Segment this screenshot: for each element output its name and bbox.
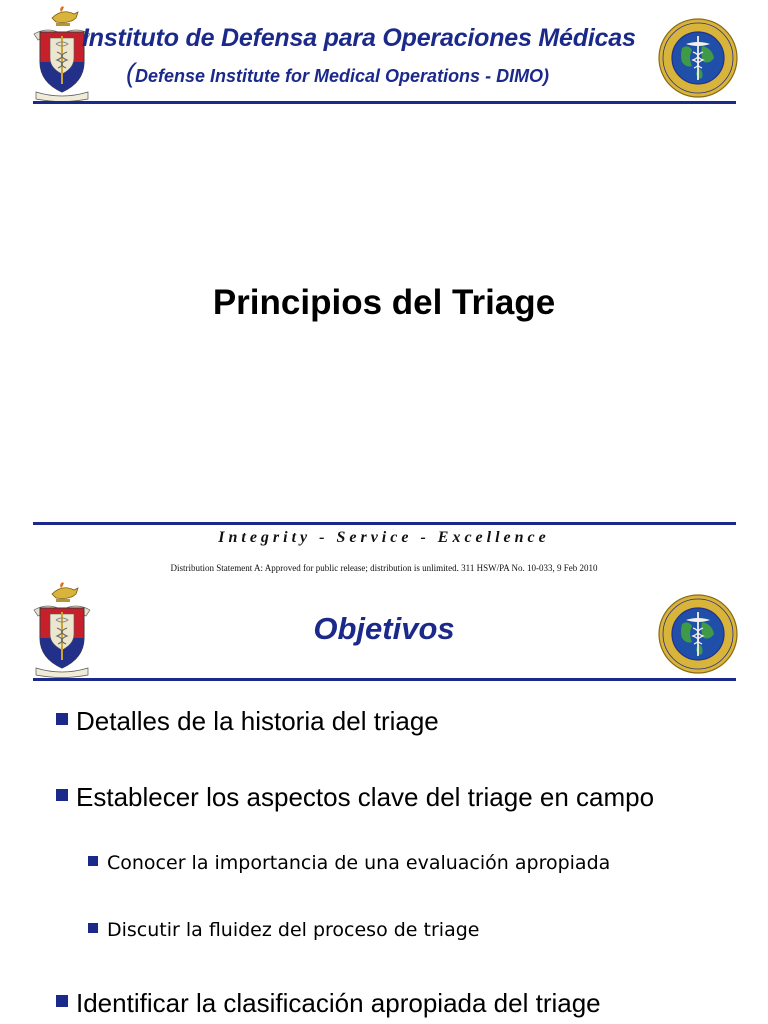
institute-title-english [126, 58, 549, 89]
header-divider [33, 678, 736, 681]
distribution-statement: Distribution Statement A: Approved for public release; distribution is unlimited. 311 HSW/PA No. 10-033, 9 Feb 2010 [170, 563, 598, 573]
slide-title: Objetivos [313, 611, 455, 646]
list-item [56, 782, 654, 813]
bullet-text: Detalles de la historia del triage [76, 706, 439, 736]
slide-main-title: Principios del Triage [212, 283, 556, 322]
bullet-text: Conocer la importancia de una evaluación apropiada [107, 852, 611, 874]
footer-divider [33, 522, 736, 525]
list-item [56, 988, 601, 1019]
motto: Integrity - Service - Excellence [218, 529, 550, 546]
bullet-square-icon [88, 856, 98, 866]
dimo-crest-logo [30, 4, 94, 104]
bullet-text: Establecer los aspectos clave del triage en campo [76, 782, 655, 812]
title-open-paren: ( [126, 58, 135, 88]
bullet-square-icon [88, 923, 98, 933]
institute-title-spanish: Instituto de Defensa para Operaciones Médicas [82, 24, 636, 52]
title-english-text: Defense Institute for Medical Operations - DIMO) [135, 66, 550, 86]
list-item [56, 706, 439, 737]
list-item [88, 852, 610, 874]
bullet-text: Identificar la clasificación apropiada del triage [76, 988, 601, 1018]
list-item [88, 919, 479, 941]
bullet-text: Discutir la fluidez del proceso de triage [107, 919, 480, 941]
bullet-square-icon [56, 713, 68, 725]
header-divider [33, 101, 736, 104]
bullet-square-icon [56, 995, 68, 1007]
bullet-square-icon [56, 789, 68, 801]
